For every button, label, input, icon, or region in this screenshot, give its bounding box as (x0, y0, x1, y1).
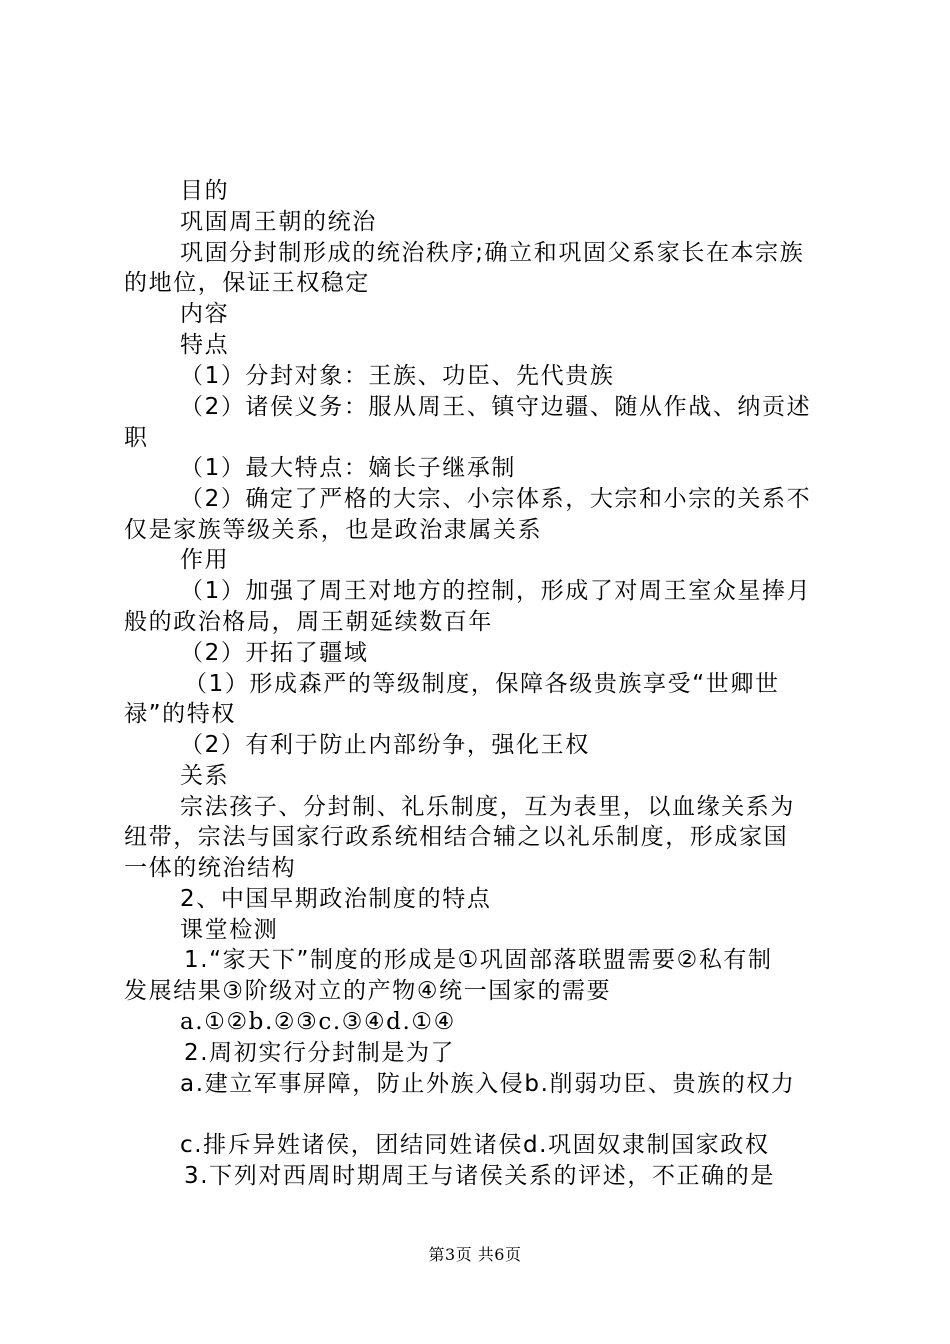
text-line: 仅是家族等级关系，也是政治隶属关系 (124, 517, 543, 543)
text-line: 宗法孩子、分封制、礼乐制度，互为表里，以血缘关系为 (180, 794, 795, 820)
text-line: 目的 (180, 178, 230, 204)
text-line: 1.“家天下”制度的形成是①巩固部落联盟需要②私有制 (184, 947, 773, 973)
text-line: c.排斥异姓诸侯，团结同姓诸侯d.巩固奴隶制国家政权 (180, 1132, 770, 1158)
text-line: 3.下列对西周时期周王与诸侯关系的评述，不正确的是 (184, 1163, 775, 1189)
text-line: 作用 (180, 547, 230, 573)
text-line: （1）形成森严的等级制度，保障各级贵族享受“世卿世 (184, 671, 780, 697)
text-line: 纽带，宗法与国家行政系统相结合辅之以礼乐制度，形成家国 (124, 824, 789, 850)
text-line: 般的政治格局，周王朝延续数百年 (124, 609, 493, 635)
text-line: （2）有利于防止内部纷争，强化王权 (180, 732, 590, 758)
text-line: 的地位，保证王权稳定 (124, 270, 370, 296)
text-line: 职 (124, 425, 149, 451)
page-number-footer: 第3页 共6页 (428, 1245, 522, 1264)
text-line: a.①②b.②③c.③④d.①④ (180, 1009, 456, 1035)
text-line: （1）分封对象：王族、功臣、先代贵族 (180, 363, 615, 389)
text-line: （2）确定了严格的大宗、小宗体系，大宗和小宗的关系不 (180, 486, 812, 512)
text-line: 特点 (180, 332, 230, 358)
text-line: 2.周初实行分封制是为了 (184, 1040, 456, 1066)
text-line: 巩固分封制形成的统治秩序;确立和巩固父系家长在本宗族 (180, 240, 805, 266)
text-line: 关系 (180, 763, 230, 789)
text-line: （1）最大特点：嫡长子继承制 (180, 455, 517, 481)
text-line: 2、中国早期政治制度的特点 (180, 886, 492, 912)
text-line: 巩固周王朝的统治 (180, 209, 377, 235)
text-line: 发展结果③阶级对立的产物④统一国家的需要 (124, 978, 612, 1004)
text-line: 内容 (180, 301, 230, 327)
text-line: （1）加强了周王对地方的控制，形成了对周王室众星捧月 (180, 578, 812, 604)
text-line: 一体的统治结构 (124, 855, 297, 881)
text-line: （2）开拓了疆域 (180, 640, 369, 666)
text-line: 禄”的特权 (124, 701, 236, 727)
text-line: a.建立军事屏障，防止外族入侵b.削弱功臣、贵族的权力 (180, 1071, 796, 1097)
text-line: 课堂检测 (180, 917, 279, 943)
text-line: （2）诸侯义务：服从周王、镇守边疆、随从作战、纳贡述 (180, 394, 812, 420)
